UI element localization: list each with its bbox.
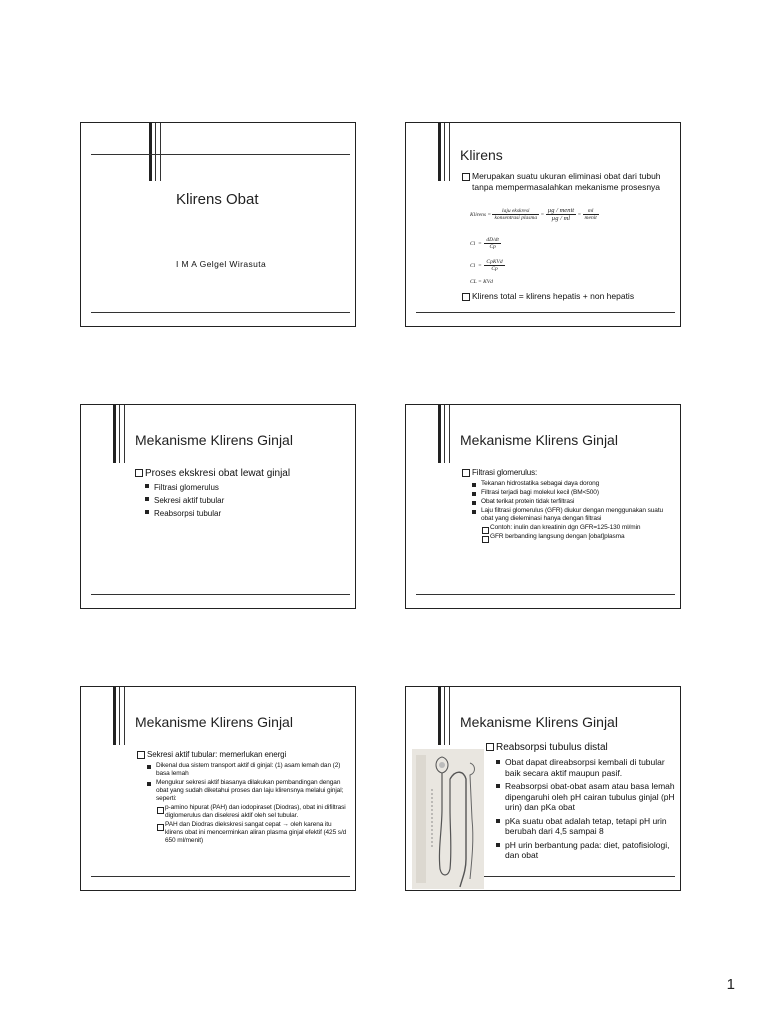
page-number: 1 [726,976,735,993]
divider-bottom [416,594,675,595]
decor-line [444,405,445,463]
slide-6 [405,686,681,891]
list-item: Tekanan hidrostatika sebagai daya dorong [472,480,674,488]
list-item: Mengukur sekresi aktif biasanya dilakukan pembandingan dengan obat yang sudah diketahui proses dan laju klirensnya melalui ginjal; seperti: [147,779,347,803]
slide-2: Klirens Merupakan suatu ukuran eliminasi obat dari tubuh tanpa mempermasalahkan mekanisme prosesnya Klirens = $\frac{\text{laju ekskresi}}{\text{konsentrasi plasma}}$ = $\frac{\text{µg / menit}}{\text{µg / ml}}$ = $\frac{ml}{\text{menit}}$ Cl = $\frac{dD/dt}{Cp}$ Cl = $\frac{\text{CpKVd}}{Cp}$ CL = KVd Klirens total = klirens hepatis + non hepatis [405,122,681,327]
decor-line [155,123,156,181]
decor-line [119,405,120,463]
bullet-lead: Reabsorpsi tubulus distal [486,741,678,754]
bullet-lead: Proses ekskresi obat lewat ginjal [135,467,350,481]
nephron-diagram [412,749,484,889]
slide-3 [80,404,356,609]
divider-bottom [416,312,675,313]
decor-line [124,687,125,745]
decor-line [119,687,120,745]
decor-line [113,687,116,745]
list-item: Filtrasi glomerulus [145,481,350,494]
sub-item: Contoh: inulin dan kreatinin dgn GFR=125-130 ml/min [482,524,674,532]
sub-item: GFR berbanding langsung dengan [obat]plasma [482,533,674,541]
list-item: Sekresi aktif tubular [145,494,350,507]
slide-4 [405,404,681,609]
sub-item: PAH dan Diodras diekskresi sangat cepat → oleh karena itu klirens obat ini mencerminkan aliran plasma ginjal efektif (425 s/d 650 ml/menit) [157,821,347,845]
slide-1 [80,122,356,327]
divider-bottom [91,594,350,595]
decor-line [449,687,450,745]
divider-bottom [91,312,350,313]
list-item: Obat terikat protein tidak terfiltrasi [472,498,674,506]
list-item: Dikenal dua sistem transport aktif di ginjal: (1) asam lemah dan (2) basa lemah [147,762,347,778]
list-item: Laju filtrasi glomerulus (GFR) diukur dengan menggunakan suatu obat yang dieleminasi hanya dengan filtrasi [472,507,674,523]
divider-bottom [91,876,350,877]
bullet-lead: Filtrasi glomerulus: [462,467,674,478]
decor-line [113,405,116,463]
slide-title: Klirens Obat [176,191,259,208]
list-item: Reabsorpsi obat-obat asam atau basa lemah dipengaruhi oleh pH cairan tubulus ginjal (pH urin) dan pKa obat [496,781,678,813]
decor-line [438,405,441,463]
list-item: Reabsorpsi tubular [145,507,350,520]
decor-line [160,123,161,181]
decor-line [444,123,445,181]
list-item: pKa suatu obat adalah tetap, tetapi pH urin berubah dari 4,5 sampai 8 [496,816,678,837]
decor-line [438,123,441,181]
slide-title: Klirens [460,147,503,163]
decor-line [449,123,450,181]
slide-author: I M A Gelgel Wirasuta [176,259,267,269]
decor-line [449,405,450,463]
decor-line [149,123,152,181]
slide-5 [80,686,356,891]
sub-item: p-amino hipurat (PAH) dan iodopiraset (Diodras), obat ini difiltrasi diglomerulus dan disekresi aktif oleh sel tubular. [157,804,347,820]
decor-line [444,687,445,745]
slide-title: Mekanisme Klirens Ginjal [135,714,293,730]
slide-title: Mekanisme Klirens Ginjal [135,432,293,448]
list-item: pH urin berbantung pada: diet, patofisiologi, dan obat [496,840,678,861]
decor-line [438,687,441,745]
list-item: Filtrasi terjadi bagi molekul kecil (BM<500) [472,489,674,497]
decor-line [124,405,125,463]
divider-top [91,154,350,155]
bullet: Merupakan suatu ukuran eliminasi obat dari tubuh tanpa mempermasalahkan mekanisme prosesnya [462,171,672,192]
slide-title: Mekanisme Klirens Ginjal [460,432,618,448]
list-item: Obat dapat direabsorpsi kembali di tubular baik secara aktif maupun pasif. [496,757,678,778]
slide-title: Mekanisme Klirens Ginjal [460,714,618,730]
bullet-lead: Sekresi aktif tubular: memerlukan energi [137,749,347,760]
bullet: Klirens total = klirens hepatis + non hepatis [462,291,677,302]
